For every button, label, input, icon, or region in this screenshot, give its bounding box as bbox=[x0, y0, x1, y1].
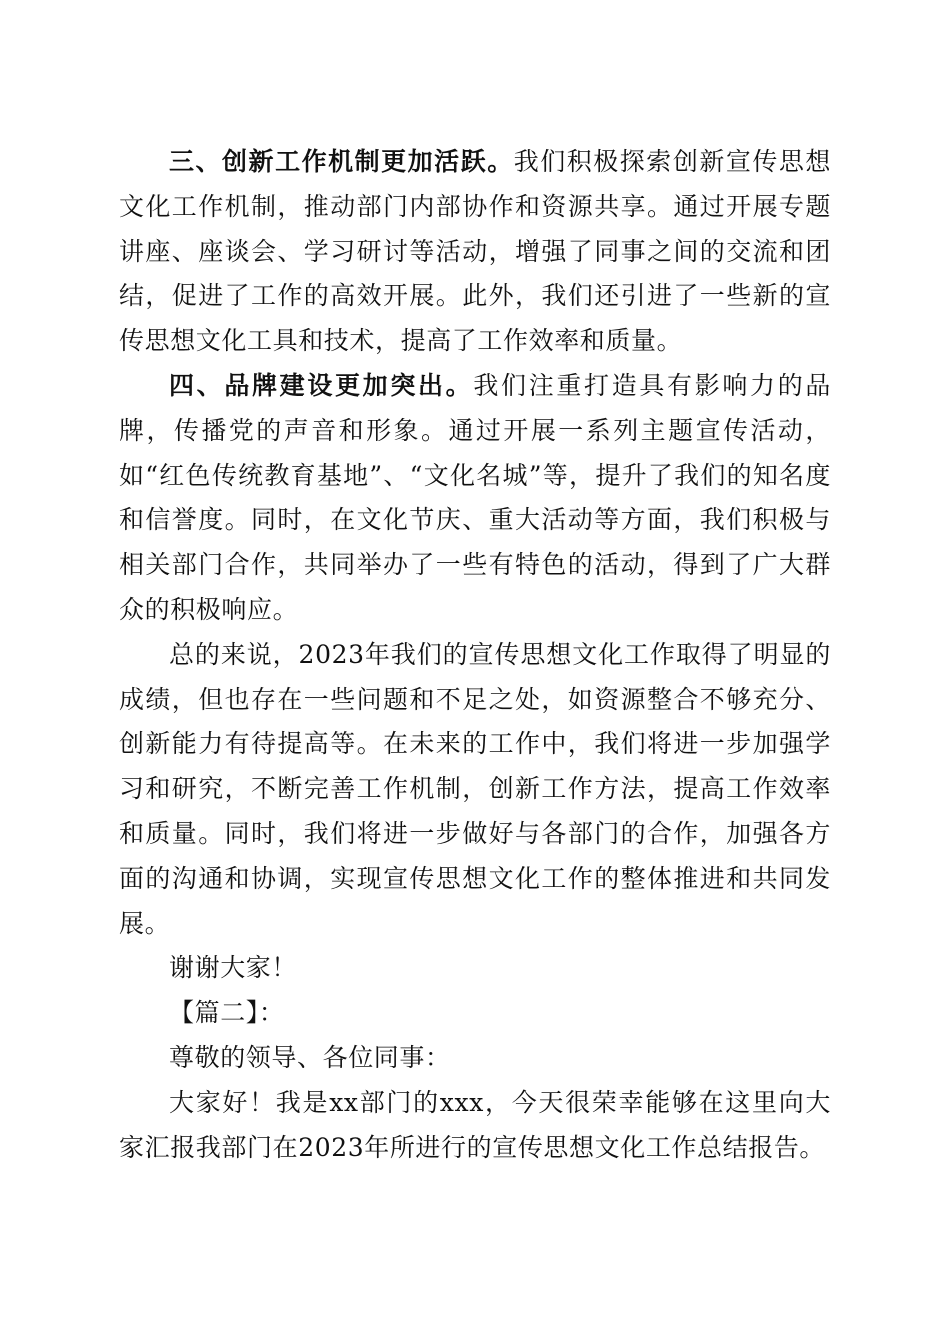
paragraph-intro: 大家好！我是xx部门的xxx，今天很荣幸能够在这里向大家汇报我部门在2023年所进行的宣传思想文化工作总结报告。 bbox=[119, 1087, 831, 1162]
paragraph-heading: 四、品牌建设更加突出。 bbox=[169, 370, 474, 400]
paragraph-body: 我们注重打造具有影响力的品牌，传播党的声音和形象。通过开展一系列主题宣传活动，如“红色传统教育基地”、“文化名城”等，提升了我们的知名度和信誉度。同时，在文化节庆、重大活动等方面，我们积极与相关部门合作，共同举办了一些有特色的活动，得到了广大群众的积极响应。 bbox=[119, 370, 831, 624]
paragraph-innovation bbox=[119, 140, 831, 364]
thanks-line: 谢谢大家！ bbox=[169, 953, 298, 983]
section-label: 【篇二】： bbox=[169, 998, 285, 1028]
paragraph-body: 总的来说，2023年我们的宣传思想文化工作取得了明显的成绩，但也存在一些问题和不足之处，如资源整合不够充分、创新能力有待提高等。在未来的工作中，我们将进一步加强学习和研究，不断完善工作机制，创新工作方法，提高工作效率和质量。同时，我们将进一步做好与各部门的合作，加强各方面的沟通和协调，实现宣传思想文化工作的整体推进和共同发展。 bbox=[119, 639, 831, 938]
salutation-line: 尊敬的领导、各位同事： bbox=[169, 1042, 451, 1072]
paragraph-body: 我们积极探索创新宣传思想文化工作机制，推动部门内部协作和资源共享。通过开展专题讲座、座谈会、学习研讨等活动，增强了同事之间的交流和团结，促进了工作的高效开展。此外，我们还引进了一些新的宣传思想文化工具和技术，提高了工作效率和质量。 bbox=[119, 147, 831, 356]
paragraph-brand bbox=[119, 364, 831, 633]
paragraph-summary bbox=[119, 633, 831, 947]
paragraph-heading: 三、创新工作机制更加活跃。 bbox=[169, 147, 514, 176]
document-page bbox=[119, 140, 831, 1170]
